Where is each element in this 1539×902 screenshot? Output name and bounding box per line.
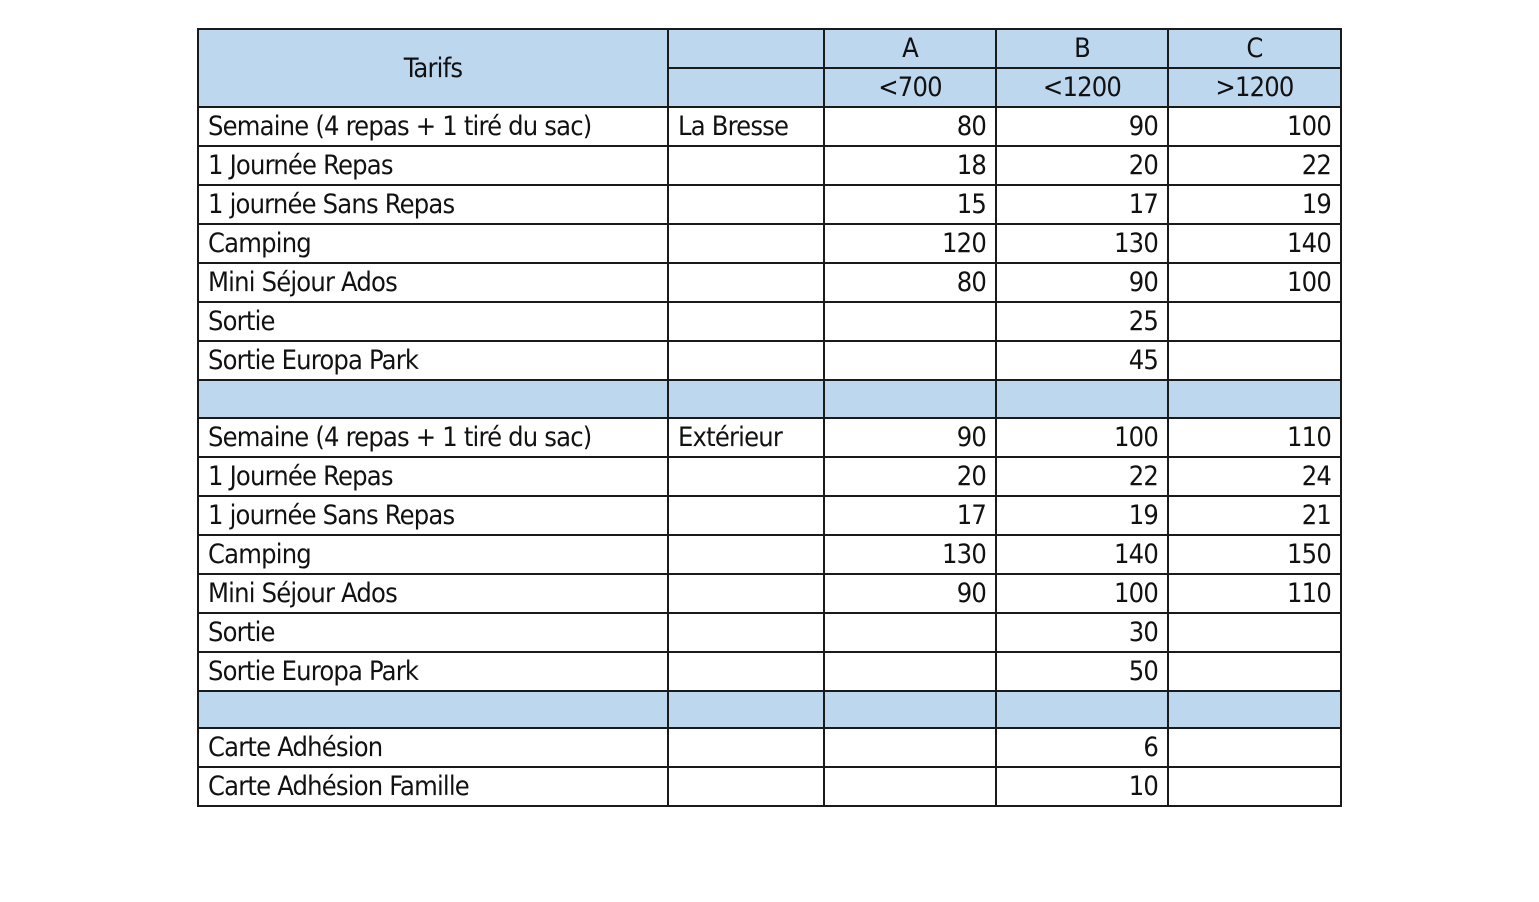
row-label: Sortie [198,302,668,341]
table-row [198,457,1341,496]
header-row-letters [198,29,1341,68]
location-cell [668,263,824,302]
price-c: 110 [1168,574,1341,613]
separator-cell [824,380,996,418]
price-c: 19 [1168,185,1341,224]
separator-cell [198,691,668,729]
table-row [198,652,1341,691]
location-cell [668,496,824,535]
location-cell [668,728,824,767]
price-b: 6 [996,728,1168,767]
separator-cell [668,691,824,729]
table-row [198,535,1341,574]
row-label: 1 Journée Repas [198,457,668,496]
row-label: Sortie Europa Park [198,341,668,380]
tarifs-table [197,28,1342,807]
table-row [198,574,1341,613]
price-b: 90 [996,263,1168,302]
price-a [824,302,996,341]
price-b: 10 [996,767,1168,806]
price-a: 90 [824,418,996,457]
tarifs-title: Tarifs [198,29,668,107]
column-range-b: <1200 [996,68,1168,107]
price-b: 50 [996,652,1168,691]
price-a [824,767,996,806]
separator-cell [824,691,996,729]
price-c: 21 [1168,496,1341,535]
location-cell [668,574,824,613]
price-c [1168,341,1341,380]
price-b: 19 [996,496,1168,535]
price-b: 17 [996,185,1168,224]
price-c: 150 [1168,535,1341,574]
price-a: 90 [824,574,996,613]
price-b: 140 [996,535,1168,574]
row-label: Semaine (4 repas + 1 tiré du sac) [198,107,668,146]
price-c: 140 [1168,224,1341,263]
table-row [198,107,1341,146]
column-letter-b: B [996,29,1168,68]
location-cell [668,185,824,224]
separator-cell [996,691,1168,729]
separator-cell [1168,380,1341,418]
price-a: 120 [824,224,996,263]
row-label: Camping [198,535,668,574]
price-c [1168,302,1341,341]
price-a [824,613,996,652]
table-row [198,224,1341,263]
section-separator-row [198,380,1341,418]
location-cell [668,652,824,691]
price-a: 80 [824,263,996,302]
table-row [198,263,1341,302]
price-a: 130 [824,535,996,574]
location-cell [668,457,824,496]
separator-cell [668,380,824,418]
location-cell [668,302,824,341]
row-label: Semaine (4 repas + 1 tiré du sac) [198,418,668,457]
column-letter-c: C [1168,29,1341,68]
price-c [1168,767,1341,806]
price-b: 100 [996,574,1168,613]
table-row [198,185,1341,224]
price-c [1168,613,1341,652]
location-cell [668,535,824,574]
location-cell [668,224,824,263]
row-label: Sortie [198,613,668,652]
location-cell [668,146,824,185]
separator-cell [996,380,1168,418]
price-b: 20 [996,146,1168,185]
price-b: 100 [996,418,1168,457]
price-c: 100 [1168,263,1341,302]
table-row [198,496,1341,535]
column-range-c: >1200 [1168,68,1341,107]
price-b: 130 [996,224,1168,263]
price-c: 110 [1168,418,1341,457]
location-cell [668,341,824,380]
separator-cell [198,380,668,418]
row-label: Carte Adhésion Famille [198,767,668,806]
price-b: 22 [996,457,1168,496]
separator-cell [1168,691,1341,729]
price-b: 90 [996,107,1168,146]
row-label: Sortie Europa Park [198,652,668,691]
price-a [824,652,996,691]
row-label: 1 Journée Repas [198,146,668,185]
row-label: 1 journée Sans Repas [198,496,668,535]
location-label: Extérieur [668,418,824,457]
section-separator-row [198,691,1341,729]
table-row [198,728,1341,767]
price-c: 100 [1168,107,1341,146]
row-label: Camping [198,224,668,263]
price-a: 17 [824,496,996,535]
price-a: 80 [824,107,996,146]
table-row [198,146,1341,185]
header-location-cell [668,68,824,107]
table-row [198,341,1341,380]
price-b: 25 [996,302,1168,341]
location-label: La Bresse [668,107,824,146]
location-cell [668,613,824,652]
table-row [198,613,1341,652]
price-a: 18 [824,146,996,185]
column-range-a: <700 [824,68,996,107]
header-location-cell [668,29,824,68]
row-label: Carte Adhésion [198,728,668,767]
location-cell [668,767,824,806]
price-c [1168,652,1341,691]
row-label: 1 journée Sans Repas [198,185,668,224]
price-a: 20 [824,457,996,496]
table-row [198,767,1341,806]
price-b: 45 [996,341,1168,380]
row-label: Mini Séjour Ados [198,574,668,613]
price-a: 15 [824,185,996,224]
table-row [198,418,1341,457]
price-c [1168,728,1341,767]
table-row [198,302,1341,341]
price-a [824,341,996,380]
row-label: Mini Séjour Ados [198,263,668,302]
column-letter-a: A [824,29,996,68]
price-a [824,728,996,767]
price-b: 30 [996,613,1168,652]
price-c: 22 [1168,146,1341,185]
price-c: 24 [1168,457,1341,496]
